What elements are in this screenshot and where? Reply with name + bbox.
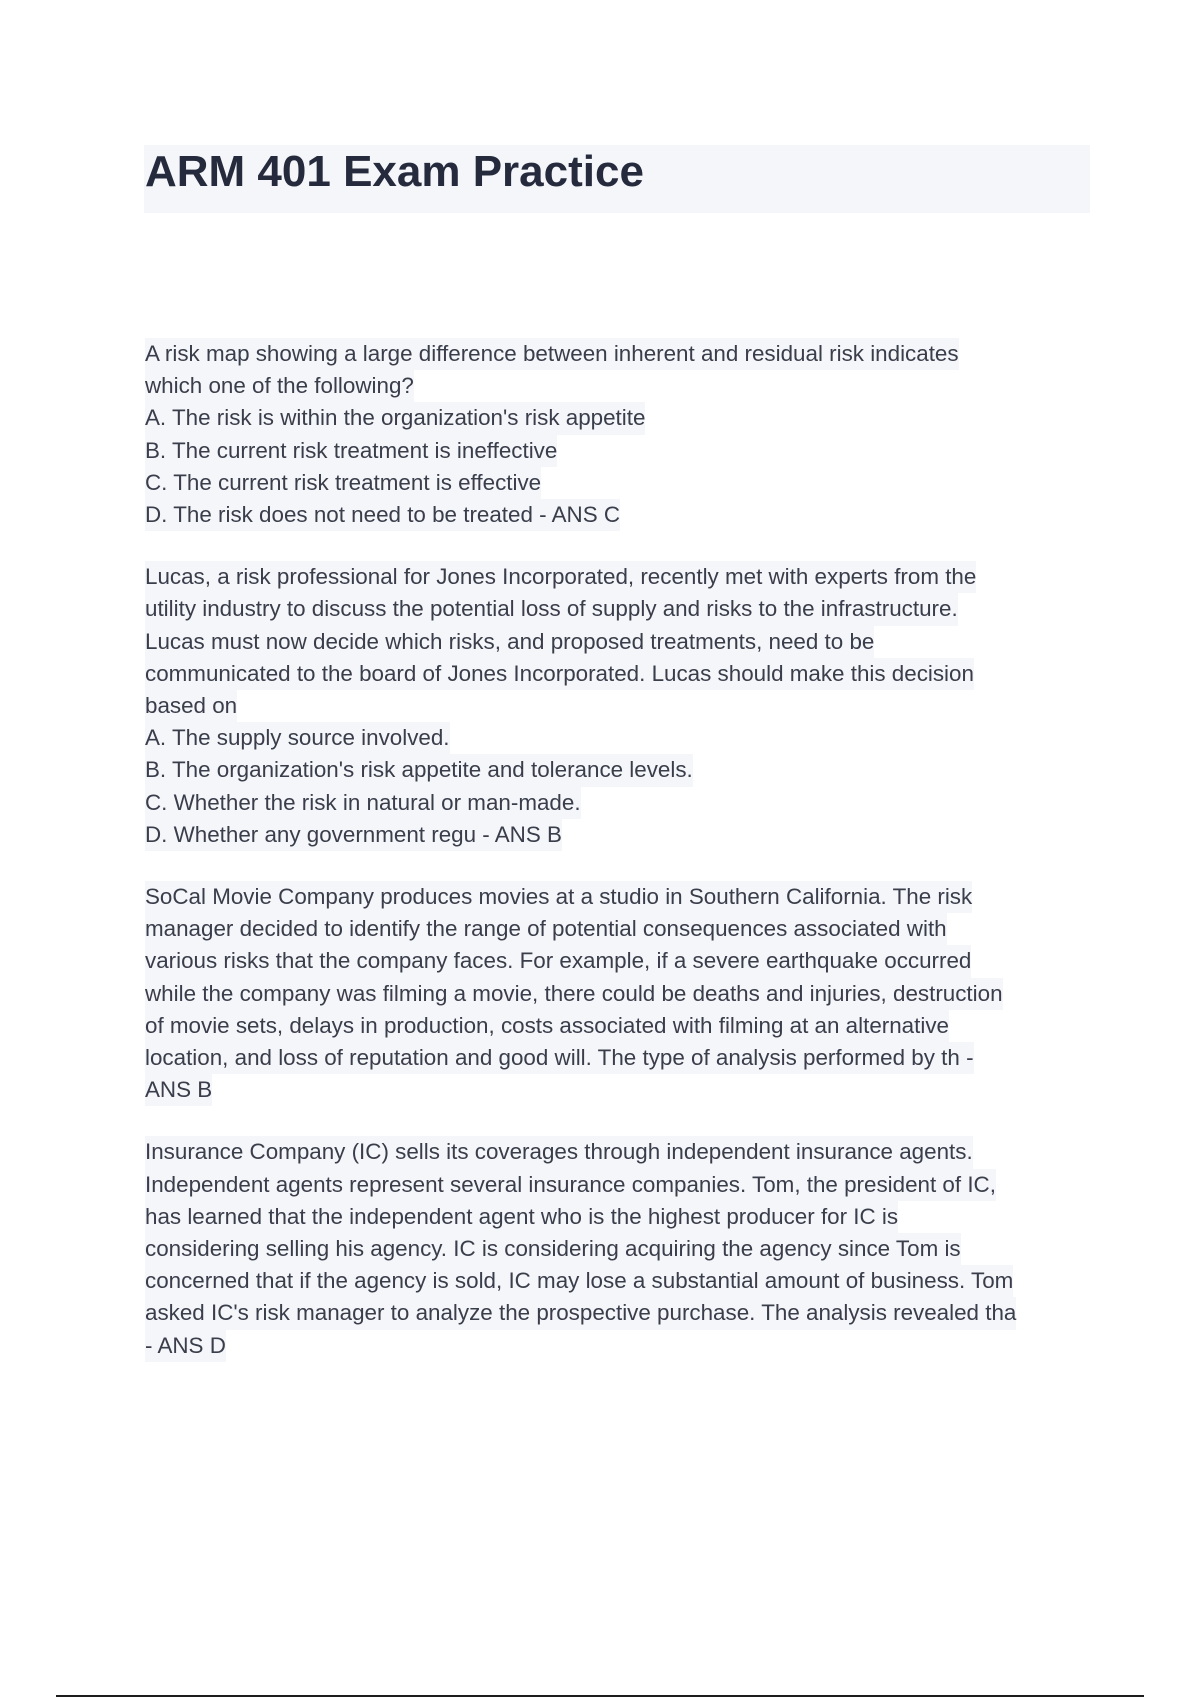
option-c: C. The current risk treatment is effective bbox=[145, 467, 541, 499]
text-line: considering selling his agency. IC is considering acquiring the agency since Tom is bbox=[145, 1233, 961, 1265]
text-line: SoCal Movie Company produces movies at a studio in Southern California. The risk bbox=[145, 881, 972, 913]
answer-line: - ANS D bbox=[145, 1330, 226, 1362]
text-line: which one of the following? bbox=[145, 370, 414, 402]
text-line: of movie sets, delays in production, costs associated with filming at an alternative bbox=[145, 1010, 949, 1042]
text-line: based on bbox=[145, 690, 237, 722]
text-line: has learned that the independent agent who is the highest producer for IC is bbox=[145, 1201, 898, 1233]
option-b: B. The organization's risk appetite and tolerance levels. bbox=[145, 754, 693, 786]
question-block-1 bbox=[145, 338, 1095, 531]
text-line: various risks that the company faces. For example, if a severe earthquake occurred bbox=[145, 945, 971, 977]
text-line: Insurance Company (IC) sells its coverages through independent insurance agents. bbox=[145, 1136, 973, 1168]
option-d-answer: D. Whether any government regu - ANS B bbox=[145, 819, 562, 851]
answer-line: ANS B bbox=[145, 1074, 212, 1106]
question-list bbox=[145, 338, 1095, 1392]
text-line: A risk map showing a large difference between inherent and residual risk indicates bbox=[145, 338, 959, 370]
text-line: location, and loss of reputation and good will. The type of analysis performed by th - bbox=[145, 1042, 974, 1074]
text-line: Lucas must now decide which risks, and proposed treatments, need to be bbox=[145, 626, 874, 658]
text-line: Lucas, a risk professional for Jones Incorporated, recently met with experts from the bbox=[145, 561, 976, 593]
text-line: manager decided to identify the range of potential consequences associated with bbox=[145, 913, 947, 945]
text-line: utility industry to discuss the potential loss of supply and risks to the infrastructure. bbox=[145, 593, 958, 625]
page-bottom-rule bbox=[56, 1695, 1144, 1697]
text-line: Independent agents represent several insurance companies. Tom, the president of IC, bbox=[145, 1169, 996, 1201]
option-c: C. Whether the risk in natural or man-made. bbox=[145, 787, 581, 819]
text-line: communicated to the board of Jones Incorporated. Lucas should make this decision bbox=[145, 658, 974, 690]
option-a: A. The risk is within the organization's risk appetite bbox=[145, 402, 645, 434]
option-d-answer: D. The risk does not need to be treated - ANS C bbox=[145, 499, 620, 531]
question-block-3 bbox=[145, 881, 1095, 1106]
text-line: concerned that if the agency is sold, IC may lose a substantial amount of business. Tom bbox=[145, 1265, 1013, 1297]
question-block-2 bbox=[145, 561, 1095, 851]
text-line: while the company was filming a movie, there could be deaths and injuries, destruction bbox=[145, 978, 1003, 1010]
option-b: B. The current risk treatment is ineffective bbox=[145, 435, 557, 467]
question-block-4 bbox=[145, 1136, 1095, 1361]
page-title: ARM 401 Exam Practice bbox=[145, 147, 644, 196]
option-a: A. The supply source involved. bbox=[145, 722, 450, 754]
text-line: asked IC's risk manager to analyze the prospective purchase. The analysis revealed tha bbox=[145, 1297, 1016, 1329]
